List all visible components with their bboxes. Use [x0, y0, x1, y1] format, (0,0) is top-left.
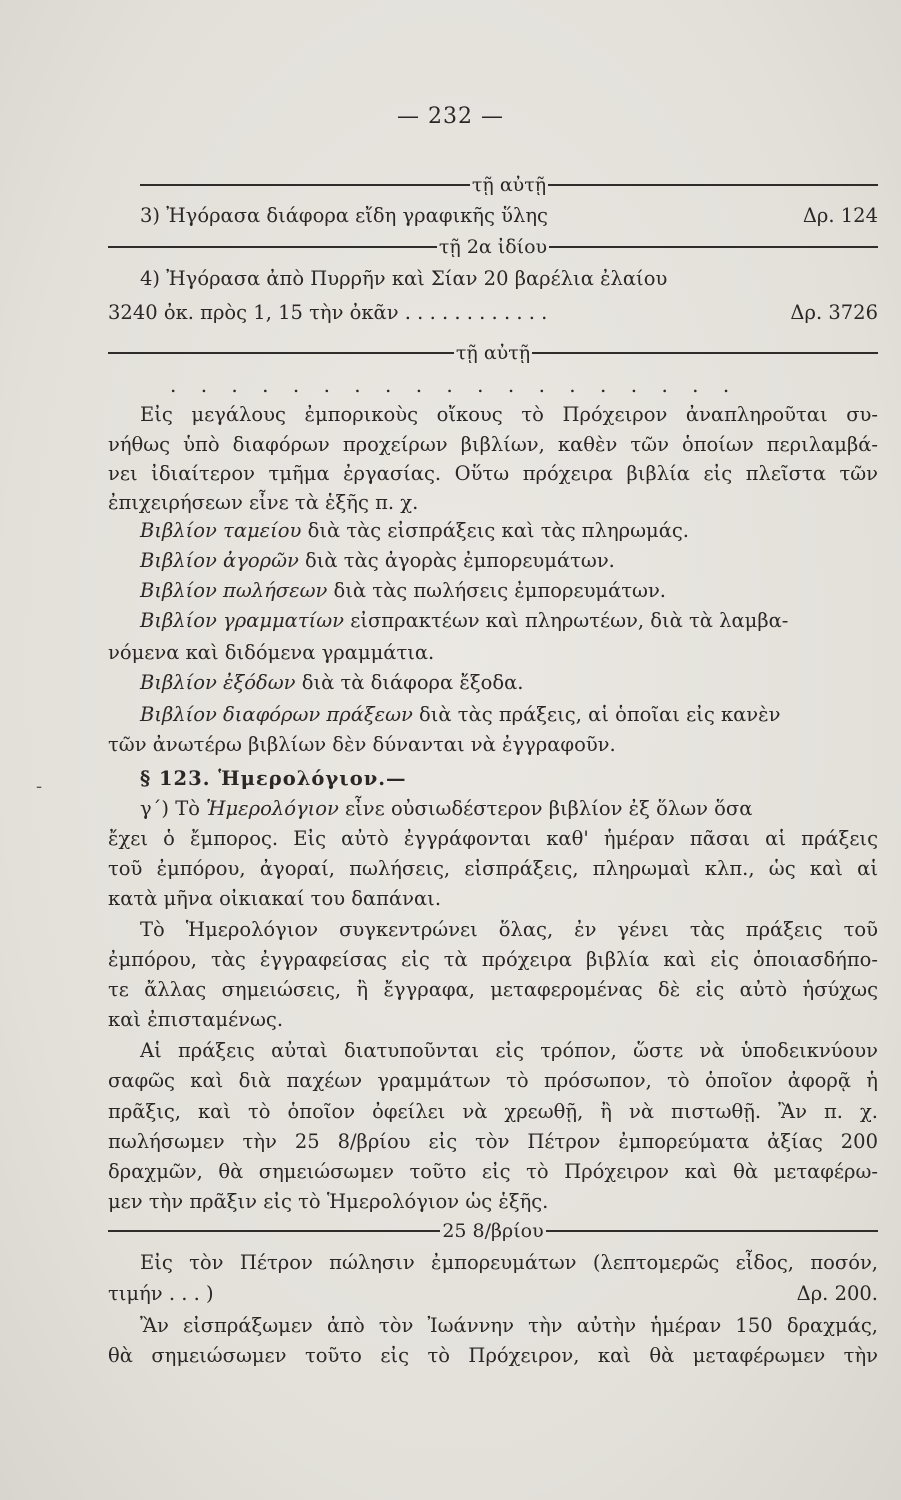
text-line: σαφῶς καὶ διὰ παχέων γραμμάτων τὸ πρόσωπον, τὸ ὁποῖον ἀφορᾷ ἡ	[108, 1069, 878, 1092]
book-line	[140, 548, 901, 574]
text-line: Τὸ Ἡμερολόγιον συγκεντρώνει ὅλας, ἐν γένει τὰς πράξεις τοῦ	[140, 918, 878, 941]
entry-amount: Δρ. 3726	[790, 301, 878, 324]
entry-text: τιμήν . . . )	[108, 1282, 214, 1305]
italic-term: Ἡμερολόγιον	[206, 797, 339, 820]
text-line: νει ἰδιαίτερον τμῆμα ἐργασίας. Οὕτω πρόχειρα βιβλία εἰς πλεῖστα τῶν	[108, 462, 878, 485]
section-heading: § 123. Ἡμερολόγιον.—	[140, 767, 407, 790]
date-separator	[108, 340, 878, 366]
journal-entry	[108, 1281, 878, 1307]
book-title: Βιβλίον πωλήσεων	[140, 579, 328, 602]
text-line: ἔχει ὁ ἔμπορος. Εἰς αὐτὸ ἐγγράφονται καθ' ἡμέραν πᾶσαι αἱ πράξεις	[108, 827, 878, 850]
book-desc: νόμενα καὶ διδόμενα γραμμάτια.	[108, 641, 435, 664]
page-number: — 232 —	[397, 104, 504, 129]
book-title: Βιβλίον ἐξόδων	[140, 671, 296, 694]
entry-line: 4) Ἠγόρασα ἀπὸ Πυρρῆν καὶ Σίαν 20 βαρέλια ἐλαίου	[140, 267, 668, 290]
book-title: Βιβλίον γραμματίων	[140, 609, 345, 632]
entry-amount: Δρ. 200.	[796, 1282, 878, 1305]
ellipsis-row: . . . . . . . . . . . . . . . . . . .	[170, 373, 739, 397]
text-line: ἐπιχειρήσεων εἶνε τὰ ἑξῆς π. χ.	[108, 491, 419, 514]
text-line: νήθως ὑπὸ διαφόρων προχείρων βιβλίων, καθὲν τῶν ὁποίων περιλαμβά-	[108, 433, 878, 456]
text-fragment: εἶνε οὐσιωδέστερον βιβλίον ἐξ ὅλων ὅσα	[338, 797, 753, 820]
book-desc: τῶν ἀνωτέρω βιβλίων δὲν δύνανται νὰ ἐγγραφοῦν.	[108, 733, 616, 756]
book-title: Βιβλίον ταμείου	[140, 519, 302, 542]
separator-label: 25 8/βρίου	[442, 1220, 544, 1242]
text-line: Εἰς μεγάλους ἐμπορικοὺς οἴκους τὸ Πρόχειρον ἀναπληροῦται συ-	[140, 403, 878, 426]
book-line	[108, 640, 878, 666]
text-line: κατὰ μῆνα οἰκιακαί του δαπάναι.	[108, 887, 442, 910]
book-line	[140, 578, 901, 604]
entry-line: Εἰς τὸν Πέτρον πώλησιν ἐμπορευμάτων (λεπτομερῶς εἶδος, ποσόν,	[140, 1251, 878, 1274]
book-title: Βιβλίον ἀγορῶν	[140, 549, 299, 572]
book-desc: διὰ τὰς ἀγορὰς ἐμπορευμάτων.	[298, 549, 615, 572]
text-line: τε ἄλλας σημειώσεις, ἢ ἔγγραφα, μεταφερομένας δὲ εἰς αὐτὸ ἡσύχως	[108, 978, 878, 1001]
text-line	[140, 796, 878, 822]
text-line: θὰ σημειώσωμεν τοῦτο εἰς τὸ Πρόχειρον, καὶ θὰ μεταφέρωμεν τὴν	[108, 1344, 878, 1367]
separator-label: τῇ αὐτῇ	[471, 174, 547, 196]
text-fragment: γ΄) Τὸ	[140, 797, 207, 820]
book-title: Βιβλίον διαφόρων πράξεων	[140, 703, 413, 726]
separator-label: τῇ αὐτῇ	[455, 342, 531, 364]
margin-mark: -	[36, 776, 43, 797]
entry-amount: Δρ. 124	[802, 204, 878, 227]
text-line: τοῦ ἐμπόρου, ἀγοραί, πωλήσεις, εἰσπράξεις, πληρωμαὶ κλπ., ὡς καὶ αἱ	[108, 857, 878, 880]
text-line: πρᾶξις, καὶ τὸ ὁποῖον ὀφείλει νὰ χρεωθῇ, ἢ νὰ πιστωθῇ. Ἂν π. χ.	[108, 1100, 878, 1123]
entry-text: 3240 ὀκ. πρὸς 1, 15 τὴν ὀκᾶν . . . . . . . . . . . .	[108, 301, 548, 324]
text-line: Ἂν εἰσπράξωμεν ἀπὸ τὸν Ἰωάννην τὴν αὐτὴν ἡμέραν 150 δραχμάς,	[140, 1314, 878, 1337]
book-line	[140, 702, 878, 728]
journal-entry	[140, 203, 878, 229]
text-line: Αἱ πράξεις αὐταὶ διατυποῦνται εἰς τρόπον, ὥστε νὰ ὑποδεικνύουν	[140, 1039, 878, 1062]
book-line	[140, 670, 901, 696]
date-separator	[108, 234, 878, 260]
book-desc: διὰ τὰς εἰσπράξεις καὶ τὰς πληρωμάς.	[301, 519, 689, 542]
book-line	[140, 518, 901, 544]
journal-entry	[108, 300, 878, 326]
book-desc: εἰσπρακτέων καὶ πληρωτέων, διὰ τὰ λαμβα-	[344, 609, 789, 632]
separator-label: τῇ 2α ἰδίου	[438, 236, 548, 258]
date-separator	[108, 1218, 878, 1244]
book-desc: διὰ τὰ διάφορα ἔξοδα.	[295, 671, 524, 694]
entry-text: 3) Ἠγόρασα διάφορα εἴδη γραφικῆς ὕλης	[140, 204, 548, 227]
text-line: καὶ ἐπισταμένως.	[108, 1008, 284, 1031]
date-separator	[140, 172, 878, 198]
text-line: μεν τὴν πρᾶξιν εἰς τὸ Ἡμερολόγιον ὡς ἑξῆς.	[108, 1190, 549, 1213]
text-line: πωλήσωμεν τὴν 25 8/βρίου εἰς τὸν Πέτρον ἐμπορεύματα ἀξίας 200	[108, 1130, 878, 1153]
book-line	[140, 608, 878, 634]
book-desc: διὰ τὰς πράξεις, αἱ ὁποῖαι εἰς κανὲν	[412, 703, 781, 726]
text-line: ἐμπόρου, τὰς ἐγγραφείσας εἰς τὰ πρόχειρα βιβλία καὶ εἰς ὁποιασδήπο-	[108, 948, 878, 971]
book-line	[108, 732, 878, 758]
text-line: δραχμῶν, θὰ σημειώσωμεν τοῦτο εἰς τὸ Πρόχειρον καὶ θὰ μεταφέρω-	[108, 1160, 878, 1183]
book-desc: διὰ τὰς πωλήσεις ἐμπορευμάτων.	[327, 579, 667, 602]
